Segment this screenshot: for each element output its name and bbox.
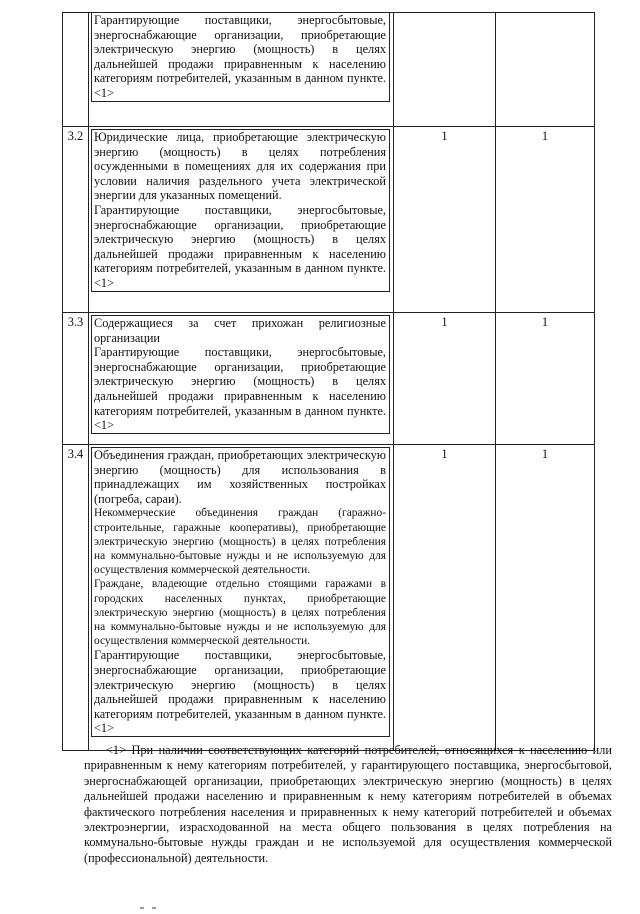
description-paragraph: Гарантирующие поставщики, энергосбытовые, энергоснабжающие организации, приобретающие электрическую энергию (мощность) в целях дальнейшей продажи приравненным к населению категориям потребителей, указанным в данном пункте. <1> xyxy=(94,202,386,290)
description-block xyxy=(91,129,390,292)
row-description xyxy=(89,13,394,127)
value-cell: 1 xyxy=(394,445,496,751)
row-number: 3.2 xyxy=(63,127,89,313)
tariff-table xyxy=(62,12,595,751)
description-block xyxy=(91,315,390,434)
table-row xyxy=(63,445,595,751)
row-number: 3.4 xyxy=(63,445,89,751)
row-number xyxy=(63,13,89,127)
value-cell xyxy=(496,13,595,127)
value-cell: 1 xyxy=(394,127,496,313)
value-cell xyxy=(394,13,496,127)
value-cell: 1 xyxy=(496,445,595,751)
value-cell: 1 xyxy=(496,127,595,313)
description-paragraph: Некоммерческие объединения граждан (гаражно-строительные, гаражные кооперативы), приобретающие электрическую энергию (мощность) в целях потребления на коммунально-бытовые нужды и не используемую для осуществления коммерческой деятельности. xyxy=(94,507,386,577)
description-paragraph: Гарантирующие поставщики, энергосбытовые, энергоснабжающие организации, приобретающие электрическую энергию (мощность) в целях дальнейшей продажи приравненным к населению категориям потребителей, указанным в данном пункте. <1> xyxy=(94,345,386,433)
description-paragraph: Граждане, владеющие отдельно стоящими гаражами в городских населенных пунктах, приобретающие электрическую энергию (мощность) в целях потребления на коммунально-бытовые нужды и не используемую для осуществления коммерческой деятельности. xyxy=(94,578,386,648)
table-row xyxy=(63,313,595,445)
description-paragraph: Гарантирующие поставщики, энергосбытовые, энергоснабжающие организации, приобретающие электрическую энергию (мощность) в целях дальнейшей продажи приравненным к населению категориям потребителей, указанным в данном пункте. <1> xyxy=(94,13,386,100)
description-block xyxy=(91,13,390,102)
row-number: 3.3 xyxy=(63,313,89,445)
row-description xyxy=(89,445,394,751)
table-row xyxy=(63,13,595,127)
value-cell: 1 xyxy=(394,313,496,445)
description-paragraph: Юридические лица, приобретающие электрическую энергию (мощность) в целях потребления осужденными в помещениях для их содержания при условии наличия раздельного учета электрической энергии для указанных помещений. xyxy=(94,130,386,203)
description-paragraph: Содержащиеся за счет прихожан религиозные организации xyxy=(94,316,386,345)
description-paragraph: Гарантирующие поставщики, энергосбытовые, энергоснабжающие организации, приобретающие электрическую энергию (мощность) в целях дальнейшей продажи приравненным к населению категориям потребителей, указанным в данном пункте. <1> xyxy=(94,648,386,736)
page-edge-mark xyxy=(140,896,180,902)
value-cell: 1 xyxy=(496,313,595,445)
footnote: <1> При наличии соответствующих категорий потребителей, относящихся к населению или приравненным к нему категориям потребителей, у гарантирующего поставщика, энергосбытовой, энергоснабжающей организации, приобретающих электрическую энергию (мощность) в целях дальнейшей продажи населению и приравненным к нему категориям потребителей в объемах фактического потребления населения и приравненных к нему категорий потребителей и объемах электроэнергии, израсходованной на места общего пользования в целях потребления на коммунально-бытовые нужды граждан и не используемой для осуществления коммерческой (профессиональной) деятельности. xyxy=(84,743,612,865)
row-description xyxy=(89,127,394,313)
description-paragraph: Объединения граждан, приобретающих электрическую энергию (мощность) для использования в принадлежащих им хозяйственных постройках (погреба, сараи). xyxy=(94,448,386,506)
row-description xyxy=(89,313,394,445)
description-block xyxy=(91,447,390,737)
table-row xyxy=(63,127,595,313)
